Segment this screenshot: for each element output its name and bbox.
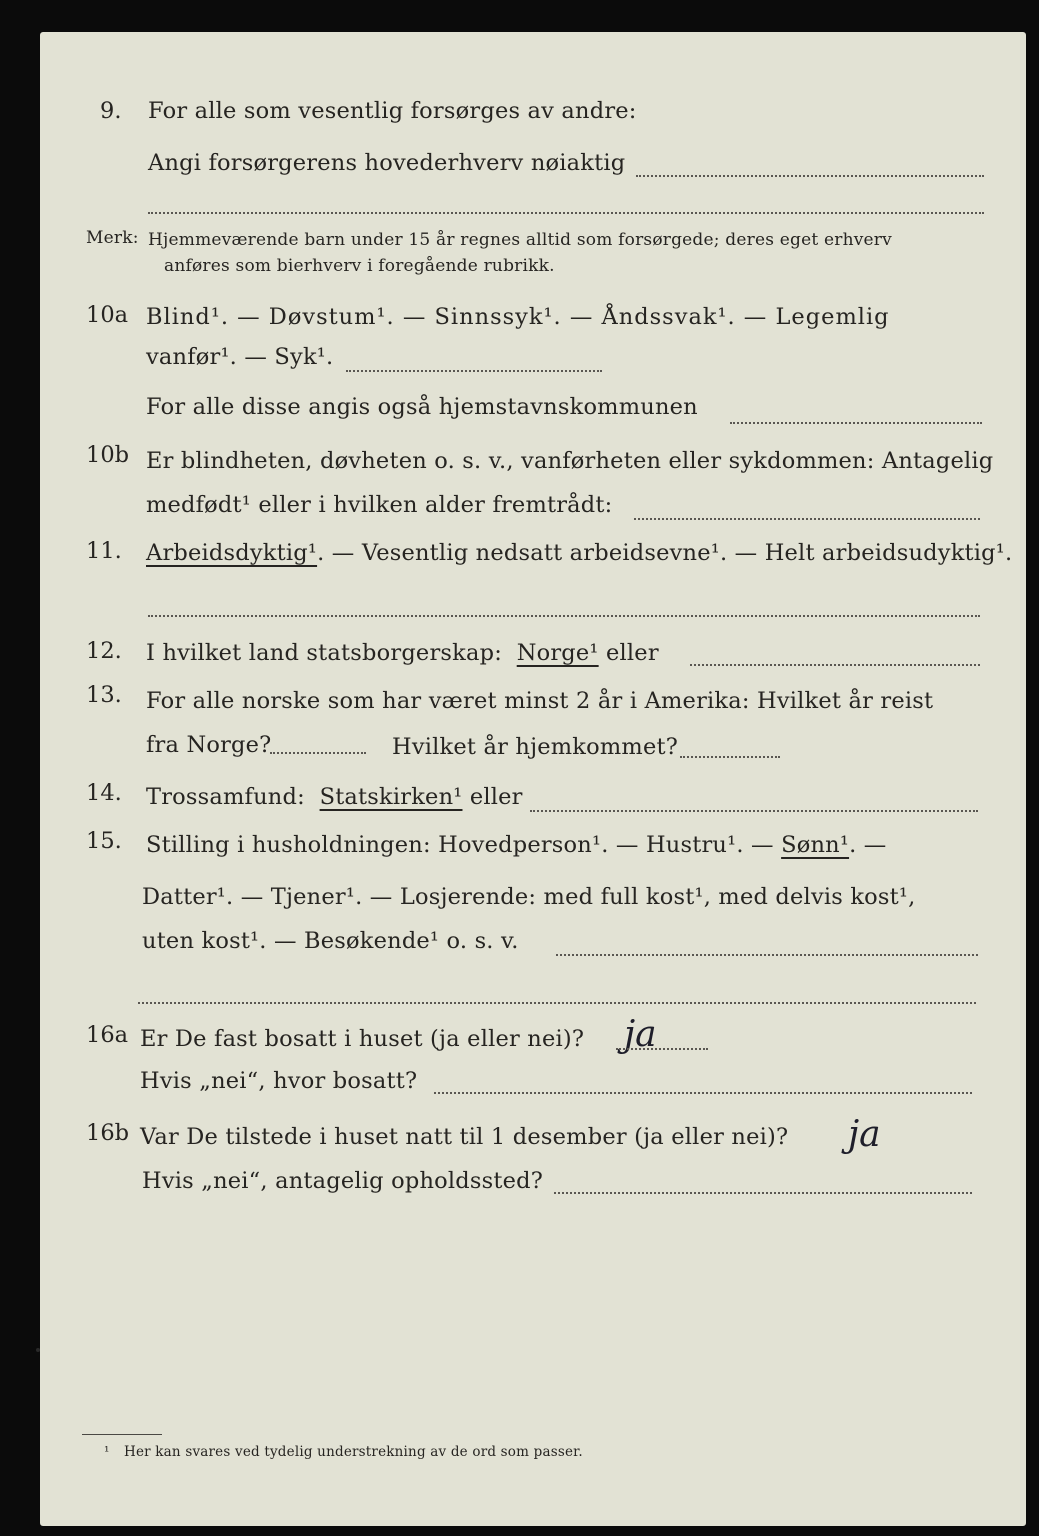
q13-line1: For alle norske som har været minst 2 år i Amerika: Hvilket år reist bbox=[146, 688, 934, 714]
q10a-answer-line[interactable] bbox=[346, 370, 602, 372]
q15-answer-line[interactable] bbox=[556, 954, 978, 956]
q14-option-statskirken[interactable]: Statskirken¹ bbox=[319, 784, 463, 810]
q16b-location-line[interactable] bbox=[554, 1192, 972, 1194]
q9-line1: For alle som vesentlig forsørges av andre: bbox=[148, 98, 637, 124]
footnote-text: Her kan svares ved tydelig understrekning av de ord som passer. bbox=[124, 1444, 583, 1460]
q10a-home-municipality-line[interactable] bbox=[730, 422, 982, 424]
q15-line3: uten kost¹. — Besøkende¹ o. s. v. bbox=[142, 928, 519, 954]
q14-pre: Trossamfund: bbox=[146, 784, 305, 810]
merk-line1: Hjemmeværende barn under 15 år regnes alltid som forsørgede; deres eget erhverv bbox=[148, 230, 892, 250]
q16a-handwritten-answer[interactable]: ja bbox=[624, 1014, 657, 1055]
q16b-line2: Hvis „nei“, antagelig opholdssted? bbox=[142, 1168, 544, 1194]
q15-answer-line-2[interactable] bbox=[138, 1002, 976, 1004]
q10a-line1: Blind¹. — Døvstum¹. — Sinnssyk¹. — Åndssvak¹. — Legemlig bbox=[146, 304, 890, 330]
q11-number: 11. bbox=[86, 538, 122, 564]
footnote-mark: ¹ bbox=[104, 1444, 110, 1460]
q16a-answer-line[interactable] bbox=[616, 1048, 708, 1050]
q15-line1-dash: . — bbox=[849, 832, 887, 858]
q15-number: 15. bbox=[86, 828, 122, 854]
q13-return-year-line[interactable] bbox=[680, 756, 780, 758]
q11-rest: . — Vesentlig nedsatt arbeidsevne¹. — Helt arbeidsudyktig¹. bbox=[317, 540, 1013, 566]
q11-option-arbeidsdyktig[interactable]: Arbeidsdyktig¹ bbox=[146, 540, 318, 566]
q13-departure-year-line[interactable] bbox=[270, 752, 366, 754]
q14-number: 14. bbox=[86, 780, 122, 806]
q15-option-sonn[interactable]: Sønn¹ bbox=[781, 832, 850, 858]
merk-line2: anføres som bierhverv i foregående rubrikk. bbox=[164, 256, 555, 276]
census-form-page bbox=[40, 32, 1026, 1526]
q9-answer-line[interactable] bbox=[636, 175, 984, 177]
q12-number: 12. bbox=[86, 638, 122, 664]
q10b-line1: Er blindheten, døvheten o. s. v., vanførheten eller sykdommen: Antagelig bbox=[146, 448, 994, 474]
q12-option-norge[interactable]: Norge¹ bbox=[516, 640, 599, 666]
q10a-number: 10a bbox=[86, 302, 129, 328]
q10b-number: 10b bbox=[86, 442, 130, 468]
q16a-line1: Er De fast bosatt i huset (ja eller nei)? bbox=[140, 1026, 585, 1052]
q10b-answer-line[interactable] bbox=[634, 518, 980, 520]
q13-line2b: Hvilket år hjemkommet? bbox=[392, 734, 678, 760]
q14-answer-line[interactable] bbox=[530, 810, 978, 812]
q13-number: 13. bbox=[86, 682, 122, 708]
q12-answer-line[interactable] bbox=[690, 664, 980, 666]
q16b-handwritten-answer[interactable]: ja bbox=[848, 1114, 881, 1155]
q11-answer-line[interactable] bbox=[148, 615, 980, 617]
q9-number: 9. bbox=[100, 98, 122, 124]
q14-post: eller bbox=[469, 784, 523, 810]
q14-text bbox=[146, 784, 523, 810]
q12-text bbox=[146, 640, 659, 666]
q9-answer-line-2[interactable] bbox=[148, 212, 984, 214]
q10a-line2: vanfør¹. — Syk¹. bbox=[146, 344, 334, 370]
q13-line2a: fra Norge? bbox=[146, 732, 272, 758]
q15-line2: Datter¹. — Tjener¹. — Losjerende: med full kost¹, med delvis kost¹, bbox=[142, 884, 916, 910]
q16a-number: 16a bbox=[86, 1022, 129, 1048]
q12-post: eller bbox=[606, 640, 659, 666]
merk-label: Merk: bbox=[86, 228, 139, 248]
q10a-line3: For alle disse angis også hjemstavnskommunen bbox=[146, 394, 698, 420]
q15-line1-text: Stilling i husholdningen: Hovedperson¹. — Hustru¹. — bbox=[146, 832, 774, 858]
q16a-location-line[interactable] bbox=[434, 1092, 972, 1094]
q12-pre: I hvilket land statsborgerskap: bbox=[146, 640, 502, 666]
q11-text bbox=[146, 540, 1012, 566]
q9-line2: Angi forsørgerens hovederhverv nøiaktig bbox=[148, 150, 626, 176]
q16a-line2: Hvis „nei“, hvor bosatt? bbox=[140, 1068, 418, 1094]
q15-line1 bbox=[146, 832, 886, 858]
paper-speck bbox=[36, 1348, 40, 1352]
q16b-line1: Var De tilstede i huset natt til 1 desember (ja eller nei)? bbox=[140, 1124, 789, 1150]
q16b-number: 16b bbox=[86, 1120, 130, 1146]
footnote-rule bbox=[82, 1434, 162, 1435]
q10b-line2: medfødt¹ eller i hvilken alder fremtrådt: bbox=[146, 492, 613, 518]
